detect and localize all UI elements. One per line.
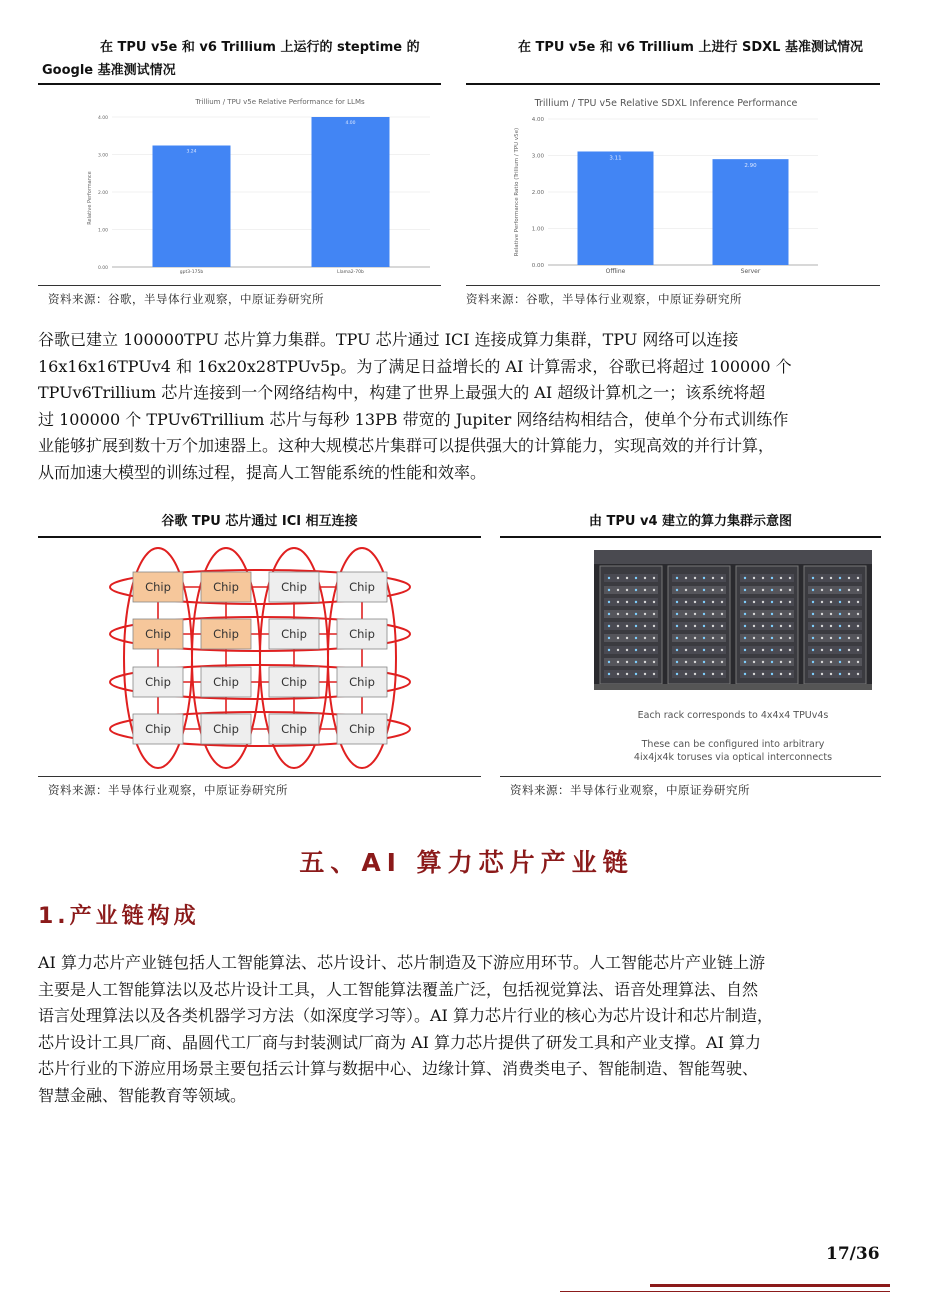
chip-label: Chip bbox=[213, 580, 239, 594]
chip-label: Chip bbox=[349, 580, 375, 594]
chip-label: Chip bbox=[213, 722, 239, 736]
category-label: Offline bbox=[605, 268, 626, 275]
bar bbox=[578, 151, 654, 265]
figure-bottom-rule bbox=[466, 285, 880, 286]
category-label: Llama2-70b bbox=[337, 270, 364, 275]
figure-title-steptime: 在 TPU v5e 和 v6 Trillium 上运行的 steptime 的 Google 基准测试情况 bbox=[42, 40, 420, 78]
footer-thin-rule bbox=[560, 1291, 890, 1292]
data-label: 3.24 bbox=[186, 149, 197, 155]
y-tick-label: 0.00 bbox=[97, 265, 108, 271]
y-tick-label: 0.00 bbox=[531, 262, 544, 269]
bar bbox=[312, 117, 390, 267]
figure-bottom-rule bbox=[500, 776, 881, 777]
y-tick-label: 1.00 bbox=[97, 228, 108, 234]
bar bbox=[713, 159, 789, 265]
text-line: 芯片行业的下游应用场景主要包括云计算与数据中心、边缘计算、消费类电子、智能制造、智能驾驶、 bbox=[38, 1059, 759, 1078]
footer-accent-rule bbox=[650, 1284, 890, 1287]
chip-node bbox=[133, 572, 183, 602]
chip-label: Chip bbox=[349, 627, 375, 641]
chip-node bbox=[201, 714, 251, 744]
rack-top-cabling bbox=[594, 550, 872, 564]
chip-node bbox=[201, 667, 251, 697]
y-axis-label: Relative Performance Ratio (Trillium / TPU v5e) bbox=[514, 127, 520, 257]
text-line: 从而加速大模型的训练过程，提高人工智能系统的性能和效率。 bbox=[38, 462, 487, 482]
text-line: 谷歌已建立 100000TPU 芯片算力集群。TPU 芯片通过 ICI 连接成算力集群，TPU 网络可以连接 bbox=[38, 330, 739, 349]
figure-bottom-rule bbox=[38, 285, 441, 286]
y-tick-label: 3.00 bbox=[531, 153, 544, 160]
caption-line: These can be configured into arbitrary bbox=[641, 739, 825, 750]
y-tick-label: 2.00 bbox=[531, 189, 544, 196]
chip-label: Chip bbox=[145, 722, 171, 736]
figure-title-ici: 谷歌 TPU 芯片通过 ICI 相互连接 bbox=[161, 514, 358, 529]
floor bbox=[594, 684, 872, 690]
chip-node bbox=[201, 572, 251, 602]
chip-label: Chip bbox=[281, 675, 307, 689]
chart-llm-relative-performance bbox=[80, 90, 440, 280]
cluster-caption-1: Each rack corresponds to 4x4x4 TPUv4s bbox=[637, 710, 829, 721]
chip-node bbox=[133, 667, 183, 697]
server-rack bbox=[736, 566, 798, 684]
chip-node bbox=[269, 572, 319, 602]
subsection-title: 1.产业链构成 bbox=[38, 904, 200, 929]
text-line: 语言处理算法以及各类机器学习方法（如深度学习等）。AI 算力芯片行业的核心为芯片设计和芯片制造， bbox=[38, 1006, 773, 1025]
chip-node bbox=[133, 619, 183, 649]
chip-node bbox=[269, 667, 319, 697]
y-tick-label: 3.00 bbox=[97, 153, 108, 159]
chip-node bbox=[269, 619, 319, 649]
ici-interconnect-diagram bbox=[100, 538, 430, 774]
figure-source: 资料来源：谷歌，半导体行业观察，中原证券研究所 bbox=[48, 292, 324, 306]
section-title: 五、AI 算力芯片产业链 bbox=[299, 848, 634, 877]
chart-sdxl-relative-performance bbox=[508, 92, 878, 282]
chip-node bbox=[337, 714, 387, 744]
text-line: 智慧金融、智能教育等领域。 bbox=[38, 1085, 247, 1105]
category-label: gpt3-175b bbox=[179, 270, 204, 275]
figure-source: 资料来源：谷歌，半导体行业观察，中原证券研究所 bbox=[466, 292, 742, 306]
caption-line: 4ix4jx4k toruses via optical interconnects bbox=[633, 752, 833, 763]
chip-node bbox=[133, 714, 183, 744]
chip-node bbox=[337, 619, 387, 649]
figure-top-rule bbox=[466, 83, 880, 85]
chip-label: Chip bbox=[281, 627, 307, 641]
chip-label: Chip bbox=[213, 675, 239, 689]
chart-title: Trillium / TPU v5e Relative Performance for LLMs bbox=[195, 98, 365, 106]
chip-node bbox=[337, 667, 387, 697]
figure-title-cluster: 由 TPU v4 建立的算力集群示意图 bbox=[588, 514, 793, 529]
figure-title-sdxl: 在 TPU v5e 和 v6 Trillium 上进行 SDXL 基准测试情况 bbox=[518, 40, 863, 55]
server-rack bbox=[668, 566, 730, 684]
y-axis-label: Relative Performance bbox=[87, 171, 93, 225]
figure-bottom-rule bbox=[38, 776, 481, 777]
data-label: 4.00 bbox=[345, 121, 356, 126]
chip-label: Chip bbox=[281, 580, 307, 594]
chip-label: Chip bbox=[145, 627, 171, 641]
y-tick-label: 4.00 bbox=[531, 116, 544, 123]
figure-source: 资料来源：半导体行业观察，中原证券研究所 bbox=[510, 783, 750, 797]
chip-node bbox=[269, 714, 319, 744]
figure-source: 资料来源：半导体行业观察，中原证券研究所 bbox=[48, 783, 288, 797]
text-line: 业能够扩展到数十万个加速器上。这种大规模芯片集群可以提供强大的计算能力，实现高效的并行计算， bbox=[38, 436, 775, 455]
paragraph-industry-chain bbox=[38, 950, 888, 1109]
server-rack bbox=[600, 566, 662, 684]
page-number: 17/36 bbox=[826, 1244, 880, 1264]
chip-label: Chip bbox=[349, 722, 375, 736]
y-tick-label: 2.00 bbox=[97, 190, 108, 196]
text-line: AI 算力芯片产业链包括人工智能算法、芯片设计、芯片制造及下游应用环节。人工智能芯片产业链上游 bbox=[38, 953, 765, 972]
chip-label: Chip bbox=[213, 627, 239, 641]
text-line: 16x16x16TPUv4 和 16x20x28TPUv5p。为了满足日益增长的 AI 计算需求，谷歌已将超过 100000 个 bbox=[38, 356, 792, 376]
text-line: 过 100000 个 TPUv6Trillium 芯片与每秒 13PB 带宽的 Jupiter 网络结构相结合，使单个分布式训练作 bbox=[38, 409, 789, 429]
y-tick-label: 4.00 bbox=[97, 115, 108, 121]
chart-title: Trillium / TPU v5e Relative SDXL Inference Performance bbox=[534, 98, 798, 109]
bar bbox=[153, 146, 231, 268]
chip-node bbox=[201, 619, 251, 649]
cluster-caption-2 bbox=[594, 738, 872, 764]
text-line: 主要是人工智能算法以及芯片设计工具，人工智能算法覆盖广泛，包括视觉算法、语音处理算法、自然 bbox=[38, 979, 759, 999]
tpu-v4-cluster-photo bbox=[594, 550, 872, 690]
paragraph-tpu-cluster bbox=[38, 327, 888, 486]
chip-label: Chip bbox=[145, 675, 171, 689]
figure-top-rule bbox=[500, 536, 881, 538]
data-label: 2.90 bbox=[744, 163, 757, 170]
data-label: 3.11 bbox=[609, 155, 622, 162]
chip-label: Chip bbox=[349, 675, 375, 689]
category-label: Server bbox=[740, 268, 761, 275]
server-rack bbox=[804, 566, 866, 684]
chip-node bbox=[337, 572, 387, 602]
figure-top-rule bbox=[38, 83, 441, 85]
chip-label: Chip bbox=[281, 722, 307, 736]
text-line: 芯片设计工具厂商、晶圆代工厂商与封装测试厂商为 AI 算力芯片提供了研发工具和产业支撑。AI 算力 bbox=[38, 1032, 762, 1052]
y-tick-label: 1.00 bbox=[531, 226, 544, 233]
server-racks-graphic bbox=[594, 550, 872, 690]
chip-label: Chip bbox=[145, 580, 171, 594]
text-line: TPUv6Trillium 芯片连接到一个网络结构中，构建了世界上最强大的 AI 超级计算机之一；该系统将超 bbox=[38, 383, 766, 402]
